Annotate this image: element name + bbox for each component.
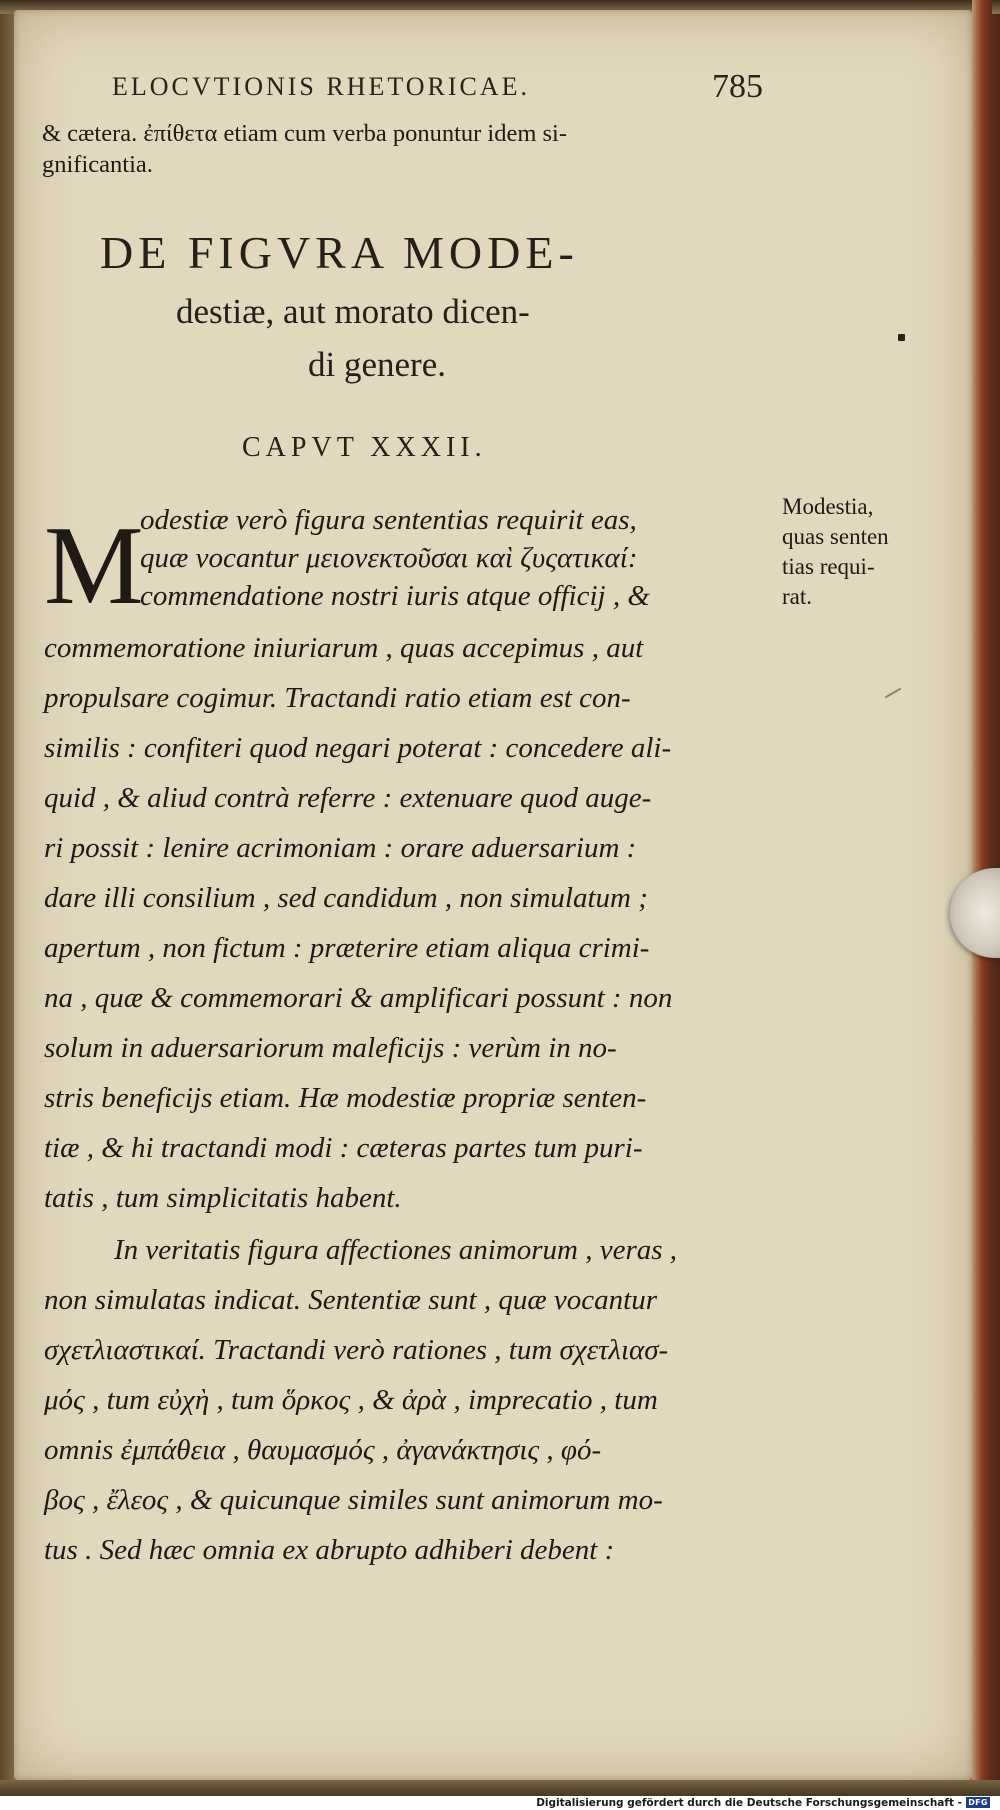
body-line: solum in aduersariorum maleficijs : verùm in no- [44,1032,617,1064]
body-line: tus . Sed hæc omnia ex abrupto adhiberi debent : [44,1534,615,1566]
body-line: σχετλιαστικαί. Tractandi verò rationes , tum σχετλιασ- [44,1334,669,1366]
body-line: similis : confiteri quod negari poterat : concedere ali- [44,732,672,764]
body-line: propulsare cogimur. Tractandi ratio etiam est con- [44,682,631,714]
body-line: quid , & aliud contrà referre : extenuare quod auge- [44,782,652,814]
body-line: na , quæ & commemorari & amplificari possunt : non [44,982,673,1014]
body-line: odestiæ verò figura sententias requirit eas, [140,504,637,536]
body-line: apertum , non fictum : præterire etiam aliqua crimi- [44,932,650,964]
ink-spot [898,334,905,341]
digitization-credit: Digitalisierung gefördert durch die Deutsche Forschungsgemeinschaft - [536,1797,962,1809]
running-head [112,72,702,102]
lead-line: gnificantia. [42,151,153,178]
body-line: ri possit : lenire acrimoniam : orare aduersarium : [44,832,637,864]
body-line: non simulatas indicat. Sententiæ sunt , quæ vocantur [44,1284,658,1316]
running-head-title: ELOCVTIONIS RHETORICAE. [112,72,531,101]
margin-note-line: Modestia, [782,494,874,519]
body-line: μός , tum εὐχὴ , tum ὅρκος , & ἀρὰ , imprecatio , tum [44,1384,658,1416]
section-heading-line-1: DE FIGVRA MODE- [100,227,579,278]
body-line: commendatione nostri iuris atque officij , & [140,580,650,612]
marginal-note [782,492,912,612]
margin-note-line: rat. [782,584,813,609]
margin-note-line: tias requi- [782,554,875,579]
body-line: omnis ἐμπάθεια , θαυμασμός , ἀγανάκτησις , φό- [44,1434,602,1466]
dfg-logo: DFG [966,1797,990,1808]
margin-note-line: quas senten [782,524,889,549]
section-heading-line-2: destiæ, aut morato dicen- [176,292,530,331]
page-number: 785 [712,68,763,105]
body-line: commemoratione iniuriarum , quas accepimus , aut [44,632,644,664]
section-heading-line-3: di genere. [308,345,446,384]
lead-paragraph [42,118,762,180]
body-line: βος , ἔλεος , & quicunque similes sunt animorum mo- [44,1484,663,1516]
body-line: In veritatis figura affectiones animorum , veras , [114,1234,678,1266]
body-line: dare illi consilium , sed candidum , non simulatum ; [44,882,648,914]
body-line: tiæ , & hi tractandi modi : cæteras partes tum puri- [44,1132,643,1164]
body-line: quæ vocantur μειονεκτοῦσαι καὶ ζυςατικαί: [140,542,638,574]
body-line: tatis , tum simplicitatis habent. [44,1182,402,1214]
body-line: stris beneficijs etiam. Hæ modestiæ propriæ senten- [44,1082,647,1114]
drop-capital: M [44,504,144,628]
chapter-title: CAPVT XXXII. [242,432,487,463]
lead-line: & cætera. ἐπίθετα etiam cum verba ponuntur idem si- [42,120,568,147]
